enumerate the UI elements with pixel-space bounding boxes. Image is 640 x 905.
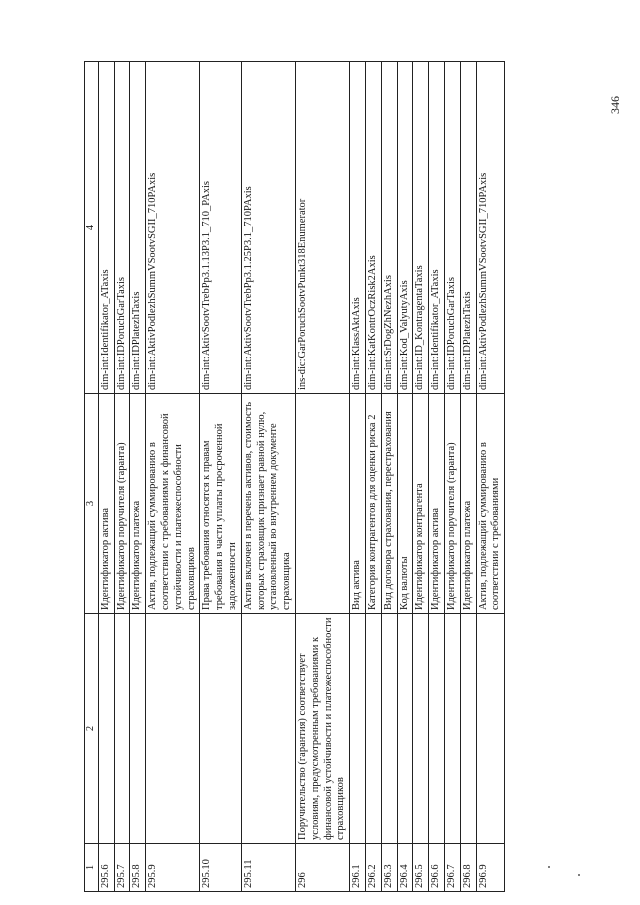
row-description: Идентификатор актива [98,394,114,614]
table-row [413,62,429,892]
row-indicator [413,614,429,844]
page-number: 346 [608,96,622,114]
row-code: dim-int:AktivSootvTrebPp3.1.13P3.1_710_PAxis [200,62,241,394]
row-description: Идентификатор платежа [460,394,476,614]
row-code: dim-int:IDPoruchGarTaxis [444,62,460,394]
table-row [365,62,381,892]
row-number: 296.1 [350,844,366,892]
row-description: Актив, подлежащий суммированию в соответствии с требованиями к финансовой устойчивости и платежеспособности страховщиков [146,394,200,614]
row-description: Права требования относятся к правам требования в части уплаты просроченной задолженности [200,394,241,614]
row-indicator [460,614,476,844]
row-number: 296.9 [476,844,505,892]
row-number: 296.3 [381,844,397,892]
table-row [397,62,413,892]
row-description: Актив, подлежащий суммированию в соответствии с требованиями [476,394,505,614]
row-number: 296.8 [460,844,476,892]
header-col-4: 4 [85,62,99,394]
row-number: 296.5 [413,844,429,892]
table-row [241,62,295,892]
row-number: 295.7 [114,844,130,892]
row-indicator: Поручительство (гарантия) соответствует условиям, предусмотренным требованиями к финансовой устойчивости и платежеспособности страховщиков [295,614,349,844]
header-col-2: 2 [85,614,99,844]
row-code: dim-int:AktivPodlezhSummVSootvSGII_710PAxis [146,62,200,394]
row-code: dim-int:Identifikator_ATaxis [429,62,445,394]
row-indicator [98,614,114,844]
table-row [130,62,146,892]
row-code: ins-dic:GarPoruchSootvPunkt318Enumerator [295,62,349,394]
row-indicator [241,614,295,844]
row-number: 295.10 [200,844,241,892]
row-description: Идентификатор платежа [130,394,146,614]
row-indicator [381,614,397,844]
row-indicator [429,614,445,844]
table-row [444,62,460,892]
table-row [114,62,130,892]
table-row [476,62,505,892]
row-description: Вид актива [350,394,366,614]
row-description [295,394,349,614]
row-indicator [200,614,241,844]
row-code: dim-int:Identifikator_ATaxis [98,62,114,394]
row-number: 296.7 [444,844,460,892]
row-code: dim-int:AktivSootvTrebPp3.1.25P3.1_710PAxis [241,62,295,394]
row-code: dim-int:IDPlatezhTaxis [460,62,476,394]
rotated-page [84,62,505,892]
scan-speck [548,866,550,868]
row-description: Идентификатор актива [429,394,445,614]
row-code: dim-int:IDPoruchGarTaxis [114,62,130,394]
row-description: Идентификатор поручителя (гаранта) [444,394,460,614]
row-code: dim-int:AktivPodlezhSummVSootvSGII_710PAxis [476,62,505,394]
row-code: dim-int:KlassAktAxis [350,62,366,394]
row-code: dim-int:Kod_ValyutyAxis [397,62,413,394]
row-number: 296.4 [397,844,413,892]
scan-speck [578,874,580,876]
row-indicator [146,614,200,844]
table-body [98,62,504,892]
row-description: Категория контрагентов для оценки риска 2 [365,394,381,614]
row-code: dim-int:SrDogZhNezhAxis [381,62,397,394]
header-col-3: 3 [85,394,99,614]
row-number: 296.2 [365,844,381,892]
row-number: 296.6 [429,844,445,892]
row-indicator [476,614,505,844]
row-number: 295.9 [146,844,200,892]
row-description: Актив включен в перечень активов, стоимость которых страховщик признает равной нулю, установленный во внутреннем документе страховщика [241,394,295,614]
table-row [98,62,114,892]
table-row [146,62,200,892]
data-table [84,61,505,892]
row-indicator [350,614,366,844]
row-description: Идентификатор контрагента [413,394,429,614]
row-description: Код валюты [397,394,413,614]
table-row [381,62,397,892]
row-description: Вид договора страхования, перестрахования [381,394,397,614]
table-row [429,62,445,892]
table-header-row [85,62,99,892]
row-code: dim-int:ID_KontragentaTaxis [413,62,429,394]
row-indicator [444,614,460,844]
table-row [350,62,366,892]
header-col-1: 1 [85,844,99,892]
row-description: Идентификатор поручителя (гаранта) [114,394,130,614]
row-indicator [397,614,413,844]
row-indicator [365,614,381,844]
row-number: 296 [295,844,349,892]
row-indicator [130,614,146,844]
row-number: 295.11 [241,844,295,892]
row-code: dim-int:KatKontrOczRisk2Axis [365,62,381,394]
row-indicator [114,614,130,844]
table-row [200,62,241,892]
row-code: dim-int:IDPlatezhTaxis [130,62,146,394]
table-row [460,62,476,892]
table-row [295,62,349,892]
row-number: 295.6 [98,844,114,892]
row-number: 295.8 [130,844,146,892]
